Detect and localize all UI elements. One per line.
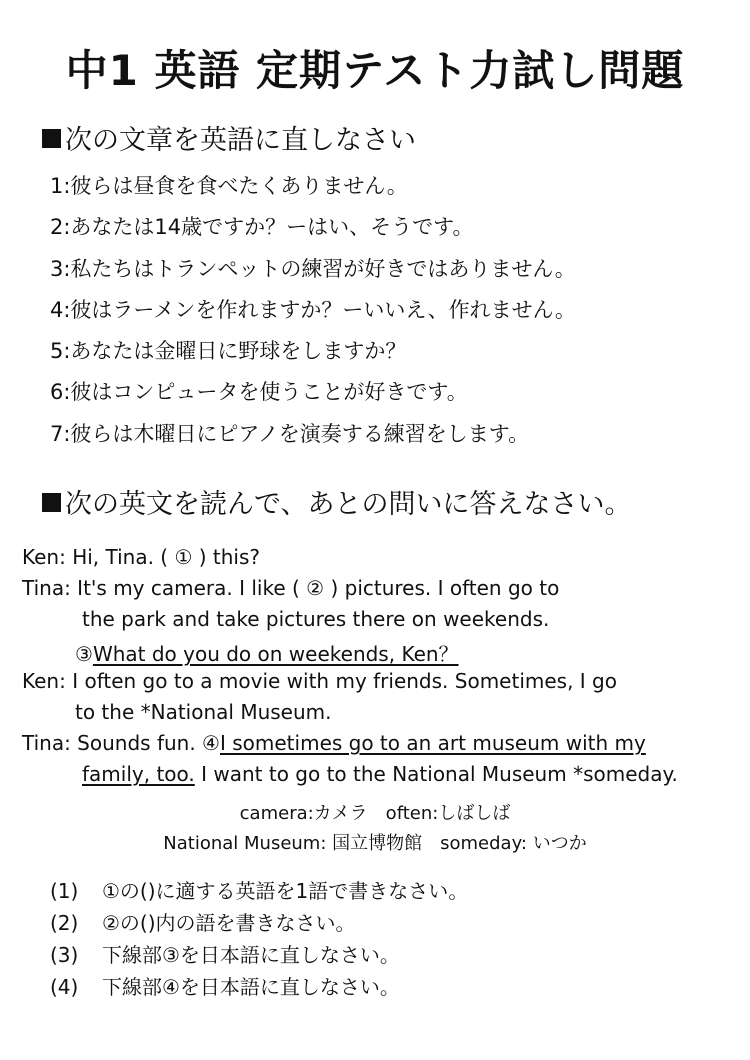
section2-heading-text: 次の英文を読んで、あとの問いに答えなさい。 — [65, 489, 632, 520]
section1-heading-text: 次の文章を英語に直しなさい — [65, 125, 416, 156]
underlined-sentence-4-part2: family, too. — [82, 762, 195, 786]
question-text: 下線部④を日本語に直しなさい。 — [102, 975, 400, 999]
marker-3: ③ — [75, 642, 93, 666]
question-4 — [50, 971, 400, 1000]
section1-heading — [42, 118, 416, 157]
dialogue-line-8-rest: I want to go to the National Museum *someday. — [194, 762, 678, 786]
dialogue-line-4 — [75, 638, 459, 667]
translation-item-6: 6:彼はコンピュータを使うことが好きです。 — [50, 380, 468, 404]
section2-heading — [42, 482, 631, 521]
square-bullet-icon — [42, 129, 61, 148]
translation-item-4: 4:彼はラーメンを作れますか？ーいいえ、作れません。 — [50, 298, 576, 322]
glossary-line-1: camera:カメラ often:しばしば — [239, 803, 511, 824]
dialogue-line-6: to the *National Museum. — [75, 700, 332, 724]
underlined-sentence-4-part1: I sometimes go to an art museum with my — [219, 731, 646, 755]
dialogue-line-3: the park and take pictures there on weekends. — [82, 607, 550, 631]
question-text: ②の()内の語を書きなさい。 — [102, 911, 356, 935]
dialogue-line-7 — [22, 731, 646, 755]
dialogue-line-7-lead: Tina: Sounds fun. ④ — [22, 731, 220, 755]
question-text: 下線部③を日本語に直しなさい。 — [102, 943, 400, 967]
question-number: (1) — [50, 879, 79, 903]
underlined-sentence-3: What do you do on weekends, Ken？ — [92, 642, 459, 666]
dialogue-line-5: Ken: I often go to a movie with my friends. Sometimes, I go — [22, 669, 617, 693]
translation-item-1: 1:彼らは昼食を食べたくありません。 — [50, 174, 408, 198]
glossary-line-2: National Museum: 国立博物館 someday: いつか — [163, 833, 587, 854]
translation-item-5: 5:あなたは金曜日に野球をしますか？ — [50, 339, 407, 363]
dialogue-line-2: Tina: It's my camera. I like ( ② ) pictures. I often go to — [22, 576, 560, 600]
question-number: (3) — [50, 943, 79, 967]
dialogue-line-8 — [82, 762, 678, 786]
translation-item-3: 3:私たちはトランペットの練習が好きではありません。 — [50, 257, 576, 281]
question-text: ①の()に適する英語を1語で書きなさい。 — [102, 879, 469, 903]
translation-item-2: 2:あなたは14歳ですか？ーはい、そうです。 — [50, 215, 474, 239]
translation-item-7: 7:彼らは木曜日にピアノを演奏する練習をします。 — [50, 422, 530, 446]
question-number: (4) — [50, 975, 79, 999]
question-1 — [50, 875, 468, 904]
question-number: (2) — [50, 911, 79, 935]
question-2 — [50, 907, 356, 936]
dialogue-line-1: Ken: Hi, Tina. ( ① ) this? — [22, 545, 261, 569]
question-3 — [50, 939, 400, 968]
square-bullet-icon — [42, 493, 61, 512]
page-title: 中1 英語 定期テスト力試し問題 — [65, 46, 685, 95]
